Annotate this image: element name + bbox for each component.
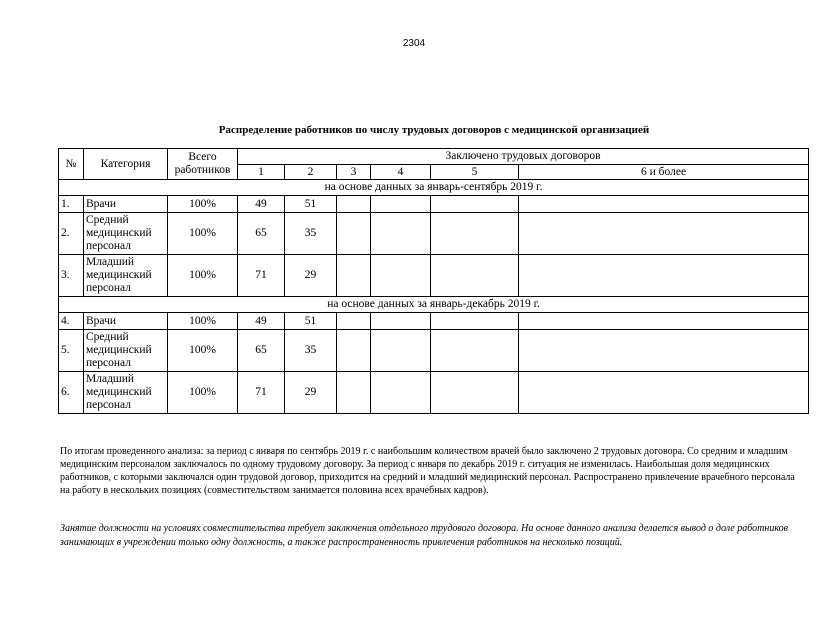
row-category-line: медицинский	[86, 227, 152, 239]
row-category-line: персонал	[86, 399, 131, 411]
document-title: Распределение работников по числу трудовых договоров с медицинской организацией	[218, 124, 650, 136]
row-category-line: персонал	[86, 357, 131, 369]
section-label: на основе данных за январь-декабрь 2019 г.	[59, 297, 809, 313]
row-value-col-2: 29	[285, 255, 337, 297]
row-value-col-3	[337, 213, 371, 255]
page-number: 2304	[402, 38, 426, 49]
row-category	[84, 372, 168, 414]
row-value-col-4	[371, 313, 431, 330]
row-category-line: Средний	[86, 214, 129, 226]
table-row	[59, 213, 809, 255]
row-value-col-5	[431, 213, 519, 255]
row-value-col-1: 49	[238, 313, 285, 330]
table-row	[59, 330, 809, 372]
section-row	[59, 180, 809, 196]
row-value-col-4	[371, 372, 431, 414]
table-row	[59, 255, 809, 297]
row-value-col-1: 65	[238, 330, 285, 372]
header-total-line1: Всего	[188, 151, 217, 163]
row-total: 100%	[168, 255, 238, 297]
row-value-col-3	[337, 313, 371, 330]
row-value-col-5	[431, 372, 519, 414]
row-value-col-5	[431, 330, 519, 372]
row-value-col-6	[519, 330, 809, 372]
summary-paragraph: По итогам проведенного анализа: за период с января по сентябрь 2019 г. с наибольшим количеством врачей было заключено 2 трудовых договора. Со средним и младшим медицинским персоналом заключалось по одному трудовому договору. За период с января по декабрь 2019 г. ситуация не изменилась. Наибольшая доля медицинских работников, с которыми заключался один трудовой договор, приходится на средний и младший медицинский персонал. Распространено привлечение врачебного персонала на работу в нескольких позициях (совместительством занимается половина всех врачебных кадров).	[60, 446, 795, 496]
row-category-line: персонал	[86, 240, 131, 252]
header-col-6: 6 и более	[519, 165, 809, 180]
header-total	[168, 149, 238, 180]
table-row	[59, 313, 809, 330]
header-contracts: Заключено трудовых договоров	[238, 149, 809, 165]
row-number: 3.	[59, 255, 84, 297]
row-category-line: Врачи	[86, 314, 117, 327]
header-col-4: 4	[371, 165, 431, 180]
table-row	[59, 196, 809, 213]
table-row	[59, 372, 809, 414]
row-value-col-1: 65	[238, 213, 285, 255]
row-value-col-2: 29	[285, 372, 337, 414]
row-value-col-6	[519, 255, 809, 297]
distribution-table	[58, 148, 809, 414]
row-value-col-3	[337, 255, 371, 297]
header-total-line2: работников	[174, 164, 231, 176]
row-category	[84, 313, 168, 330]
row-value-col-2: 35	[285, 330, 337, 372]
header-row-main	[59, 149, 809, 165]
row-value-col-6	[519, 372, 809, 414]
header-col-2: 2	[285, 165, 337, 180]
row-total: 100%	[168, 196, 238, 213]
header-col-5: 5	[431, 165, 519, 180]
row-number: 2.	[59, 213, 84, 255]
row-total: 100%	[168, 372, 238, 414]
row-category	[84, 330, 168, 372]
row-value-col-4	[371, 196, 431, 213]
row-category	[84, 196, 168, 213]
header-col-1: 1	[238, 165, 285, 180]
row-category-line: медицинский	[86, 269, 152, 281]
row-value-col-1: 71	[238, 255, 285, 297]
header-col-3: 3	[337, 165, 371, 180]
row-value-col-3	[337, 196, 371, 213]
row-value-col-6	[519, 196, 809, 213]
row-category	[84, 255, 168, 297]
row-total: 100%	[168, 330, 238, 372]
row-value-col-3	[337, 330, 371, 372]
row-category-line: Средний	[86, 331, 129, 343]
header-num: №	[59, 149, 84, 180]
row-number: 5.	[59, 330, 84, 372]
row-value-col-4	[371, 213, 431, 255]
section-row	[59, 297, 809, 313]
row-value-col-1: 49	[238, 196, 285, 213]
row-value-col-2: 51	[285, 196, 337, 213]
header-category: Категория	[84, 149, 168, 180]
row-category-line: Младший	[86, 256, 135, 268]
row-value-col-6	[519, 313, 809, 330]
row-value-col-4	[371, 330, 431, 372]
row-value-col-5	[431, 196, 519, 213]
row-value-col-4	[371, 255, 431, 297]
row-category-line: медицинский	[86, 344, 152, 356]
row-value-col-5	[431, 255, 519, 297]
row-number: 6.	[59, 372, 84, 414]
row-total: 100%	[168, 213, 238, 255]
row-category-line: Врачи	[86, 197, 117, 210]
row-value-col-1: 71	[238, 372, 285, 414]
row-number: 1.	[59, 196, 84, 213]
row-category-line: Младший	[86, 373, 135, 385]
row-value-col-5	[431, 313, 519, 330]
row-value-col-3	[337, 372, 371, 414]
row-value-col-6	[519, 213, 809, 255]
row-value-col-2: 35	[285, 213, 337, 255]
row-total: 100%	[168, 313, 238, 330]
row-category	[84, 213, 168, 255]
conclusion-paragraph: Занятие должности на условиях совместительства требует заключения отдельного трудового договора. На основе данного анализа делается вывод о доле работников занимающих в учреждении только одну должность, а также распространенность привлечения работников на несколько позиций.	[60, 523, 788, 548]
row-number: 4.	[59, 313, 84, 330]
row-category-line: персонал	[86, 282, 131, 294]
row-value-col-2: 51	[285, 313, 337, 330]
row-category-line: медицинский	[86, 386, 152, 398]
section-label: на основе данных за январь-сентябрь 2019 г.	[59, 180, 809, 196]
